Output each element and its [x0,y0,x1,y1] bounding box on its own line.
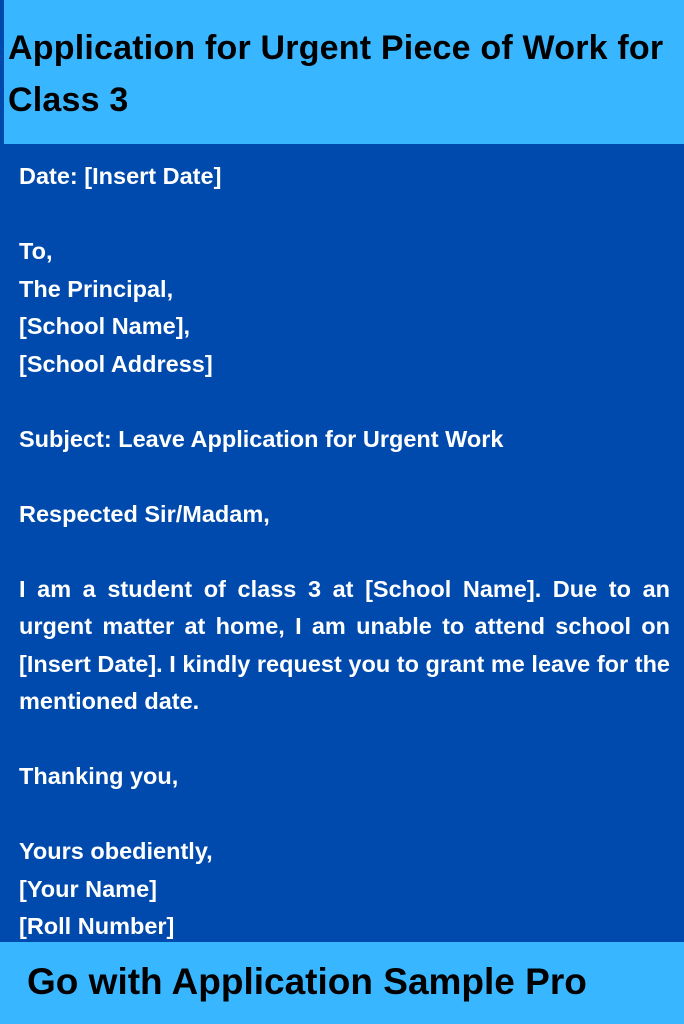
blank-line [19,458,670,496]
thanks-line: Thanking you, [19,763,179,789]
date-line: Date: [Insert Date] [19,163,222,189]
closing-line: Yours obediently, [19,838,213,864]
school-address-line: [School Address] [19,350,213,377]
roll-number-line: [Roll Number] [19,913,175,939]
blank-line [19,196,670,234]
salutation: Respected Sir/Madam, [19,500,270,527]
letter-body [19,158,670,946]
blank-line [19,796,670,834]
recipient-to: To, [19,238,53,264]
letter-paragraph: I am a student of class 3 at [School Name]. Due to an urgent matter at home, I am unable to attend school on [Insert Date]. I kindly request you to grant me leave for the mentioned date. [19,575,670,714]
recipient-title: The Principal, [19,275,174,302]
school-name-line: [School Name], [19,313,191,339]
blank-line [19,383,670,421]
subject-line: Subject: Leave Application for Urgent Work [19,425,504,452]
student-name-line: [Your Name] [19,875,157,902]
page-title: Application for Urgent Piece of Work for Class 3 [8,29,664,119]
page-footer [0,942,684,1024]
blank-line [19,533,670,571]
footer-brand-text: Go with Application Sample Pro [27,961,587,1002]
page-header [0,0,684,144]
blank-line [19,721,670,759]
